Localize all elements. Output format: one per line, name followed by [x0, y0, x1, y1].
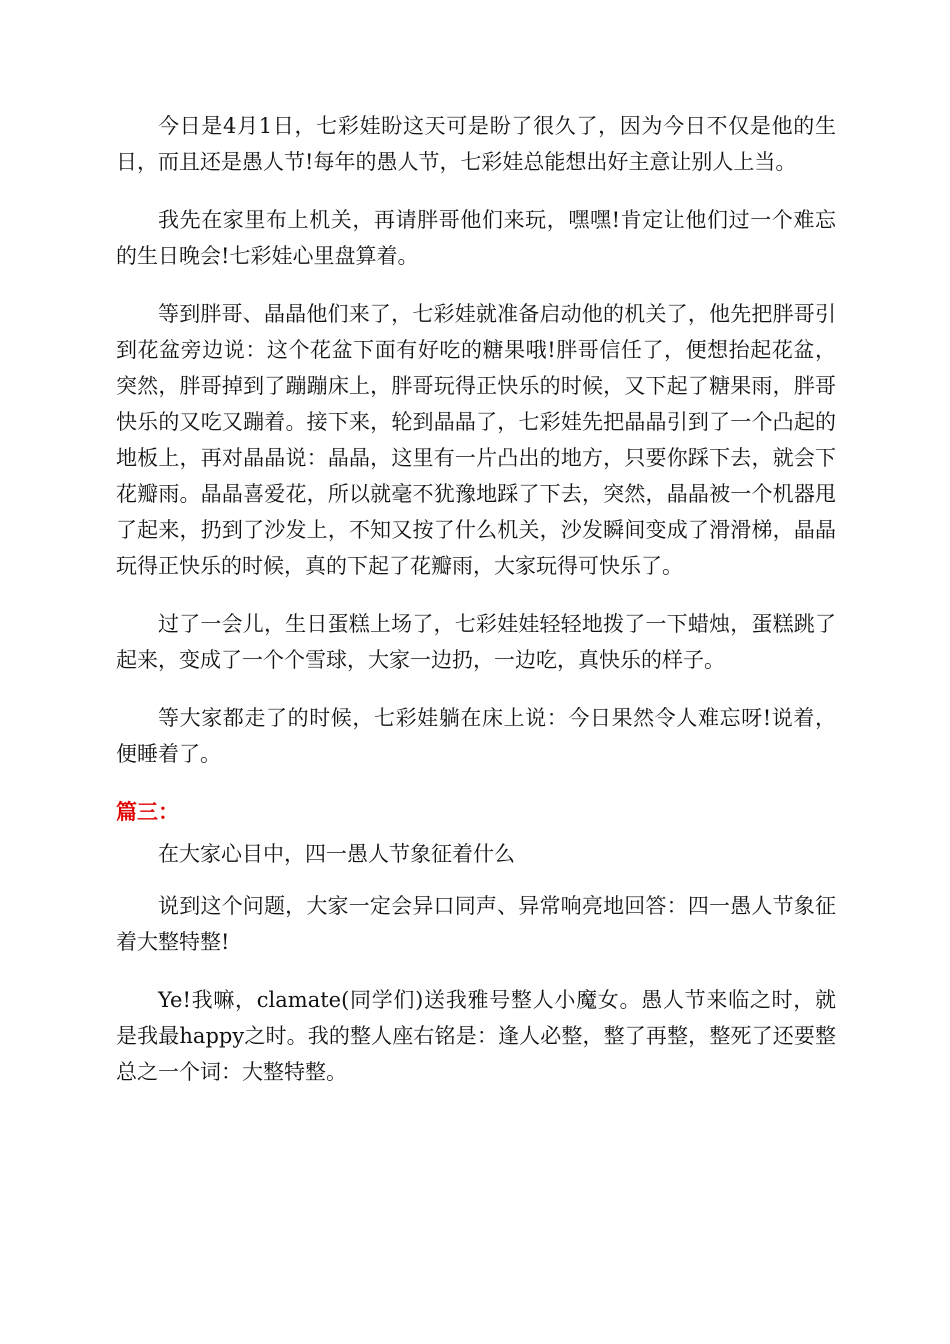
document-body: [116, 108, 836, 1112]
paragraph: 过了一会儿，生日蛋糕上场了，七彩娃娃轻轻地拨了一下蜡烛，蛋糕跳了起来，变成了一个个雪球，大家一边扔，一边吃，真快乐的样子。: [116, 612, 836, 672]
paragraph: 等大家都走了的时候，七彩娃躺在床上说：今日果然令人难忘呀!说着，便睡着了。: [116, 706, 836, 766]
paragraph: Ye!我嘛，clamate(同学们)送我雅号整人小魔女。愚人节来临之时，就是我最happy之时。我的整人座右铭是：逢人必整，整了再整，整死了还要整总之一个词：大整特整。: [116, 988, 836, 1084]
section-heading: 篇三：: [116, 800, 179, 824]
paragraph: 在大家心目中，四一愚人节象征着什么: [158, 842, 515, 866]
paragraph: 今日是4月1日，七彩娃盼这天可是盼了很久了，因为今日不仅是他的生日，而且还是愚人节!每年的愚人节，七彩娃总能想出好主意让别人上当。: [116, 114, 836, 174]
paragraph: 说到这个问题，大家一定会异口同声、异常响亮地回答：四一愚人节象征着大整特整!: [116, 894, 836, 954]
paragraph: 等到胖哥、晶晶他们来了，七彩娃就准备启动他的机关了，他先把胖哥引到花盆旁边说：这个花盆下面有好吃的糖果哦!胖哥信任了，便想抬起花盆，突然，胖哥掉到了蹦蹦床上，胖哥玩得正快乐的时候，又下起了糖果雨，胖哥快乐的又吃又蹦着。接下来，轮到晶晶了，七彩娃先把晶晶引到了一个凸起的地板上，再对晶晶说：晶晶，这里有一片凸出的地方，只要你踩下去，就会下花瓣雨。晶晶喜爱花，所以就毫不犹豫地踩了下去，突然，晶晶被一个机器甩了起来，扔到了沙发上，不知又按了什么机关，沙发瞬间变成了滑滑梯，晶晶玩得正快乐的时候，真的下起了花瓣雨，大家玩得可快乐了。: [116, 302, 836, 578]
paragraph: 我先在家里布上机关，再请胖哥他们来玩，嘿嘿!肯定让他们过一个难忘的生日晚会!七彩娃心里盘算着。: [116, 208, 836, 268]
